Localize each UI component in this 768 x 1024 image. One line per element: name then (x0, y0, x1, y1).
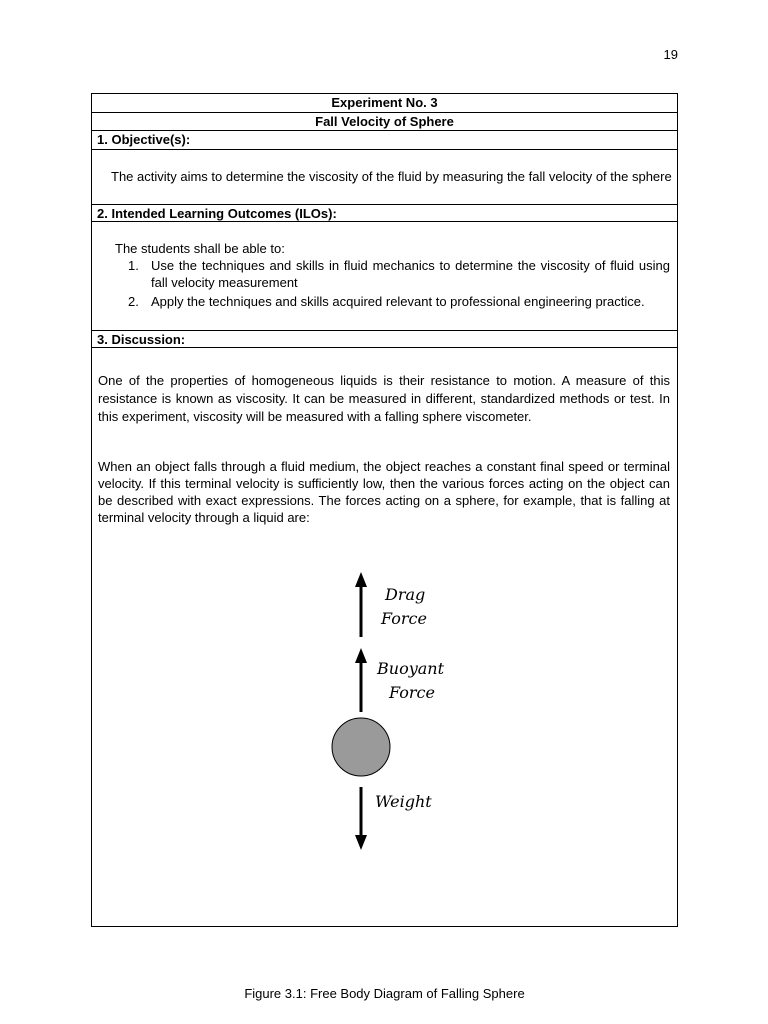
sphere (332, 718, 390, 776)
discussion-heading: 3. Discussion: (92, 330, 677, 348)
experiment-sheet (91, 93, 678, 1001)
drag-label-line1: Drag (385, 585, 426, 604)
objectives-body (92, 149, 677, 205)
objectives-text: The activity aims to determine the viscosity of the fluid by measuring the fall velocity of the sphere (111, 169, 672, 184)
experiment-title: Fall Velocity of Sphere (92, 112, 677, 131)
objectives-heading: 1. Objective(s): (92, 130, 677, 149)
discussion-paragraph: When an object falls through a fluid medium, the object reaches a constant final speed or terminal velocity. If this terminal velocity is sufficiently low, then the various forces acting on the object can be described with exact expressions. The forces acting on a sphere, for example, that is falling at terminal velocity through a liquid are: (98, 459, 670, 525)
drag-label-line2: Force (381, 609, 427, 628)
ilos-heading: 2. Intended Learning Outcomes (ILOs): (92, 204, 677, 222)
page-number: 19 (663, 47, 678, 62)
ilos-intro: The students shall be able to: (115, 241, 285, 256)
ilo-item (115, 257, 670, 291)
ilos-body (92, 221, 677, 331)
ilo-number: 2. (128, 294, 139, 309)
weight-arrow (355, 787, 367, 850)
experiment-number: Experiment No. 3 (331, 95, 438, 110)
buoyant-label-line2: Force (389, 683, 435, 702)
ilo-text: Apply the techniques and skills acquired relevant to professional engineering practice. (151, 294, 645, 309)
discussion-body (92, 347, 677, 1001)
ilo-text: Use the techniques and skills in fluid mechanics to determine the viscosity of fluid using fall velocity measurement (151, 258, 670, 290)
free-body-diagram (312, 570, 462, 860)
drag-arrow (355, 572, 367, 637)
ilos-list (115, 257, 670, 310)
discussion-paragraph: One of the properties of homogeneous liquids is their resistance to motion. A measure of this resistance is known as viscosity. It can be measured in different, standardized methods or test. In this experiment, viscosity will be measured with a falling sphere viscometer. (98, 373, 670, 424)
ilo-item (115, 293, 670, 310)
weight-label: Weight (375, 792, 432, 811)
buoyant-label-line1: Buoyant (377, 659, 445, 678)
buoyant-arrow (355, 648, 367, 712)
figure-caption: Figure 3.1: Free Body Diagram of Falling Sphere (244, 986, 525, 1001)
ilo-number: 1. (128, 258, 139, 273)
